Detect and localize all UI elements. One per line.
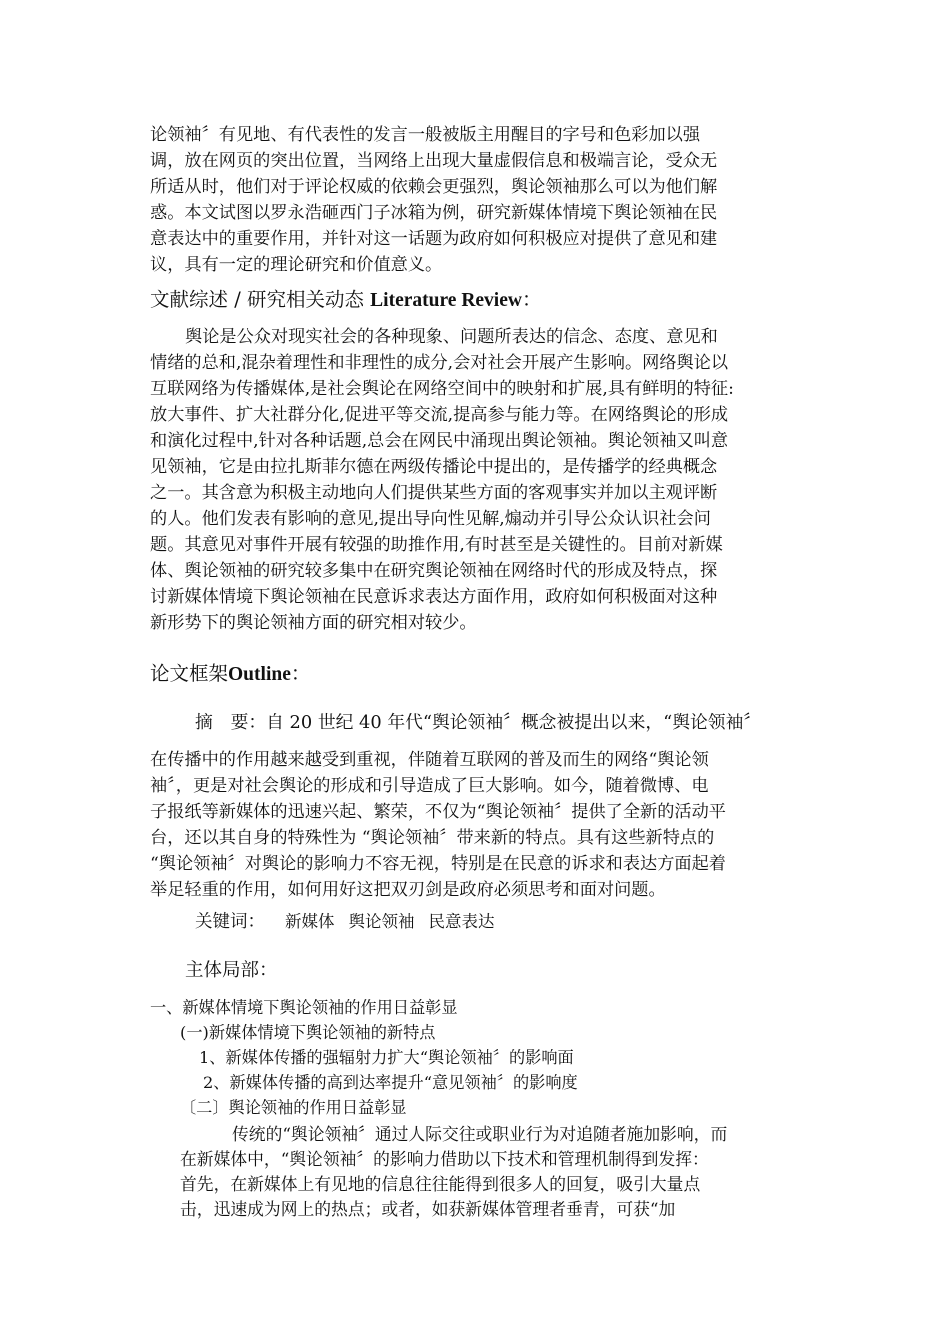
keyword-item: 新媒体: [285, 912, 335, 931]
intro-line: 所适从时，他们对于评论权威的依赖会更强烈，舆论领袖那么可以为他们解: [150, 177, 718, 197]
literature-heading-colon: ：: [521, 288, 542, 311]
literature-line: 新形势下的舆论领袖方面的研究相对较少。: [150, 613, 477, 633]
abstract-line: “舆论领袖〞对舆论的影响力不容无视，特别是在民意的诉求和表达方面起着: [150, 854, 726, 874]
abstract-line: 台，还以其自身的特殊性为 “舆论领袖〞带来新的特点。具有这些新特点的: [150, 828, 715, 848]
outline-item: 一、新媒体情境下舆论领袖的作用日益彰显: [150, 998, 458, 1017]
abstract-line: 子报纸等新媒体的迅速兴起、繁荣，不仅为“舆论领袖〞提供了全新的活动平: [150, 802, 726, 822]
literature-line: 体、舆论领袖的研究较多集中在研究舆论领袖在网络时代的形成及特点，探: [150, 561, 718, 581]
abstract-line: 举足轻重的作用，如何用好这把双刃剑是政府必须思考和面对问题。: [150, 880, 666, 900]
intro-line: 调，放在网页的突出位置，当网络上出现大量虚假信息和极端言论，受众无: [150, 151, 718, 171]
outline-item: 〔二〕舆论领袖的作用日益彰显: [180, 1098, 407, 1117]
literature-heading-en: Literature Review: [370, 290, 522, 311]
literature-line: 见领袖，它是由拉扎斯菲尔德在两级传播论中提出的，是传播学的经典概念: [150, 457, 718, 477]
literature-line: 之一。其含意为积极主动地向人们提供某些方面的客观事实并加以主观评断: [150, 483, 718, 503]
outline-item: 1、新媒体传播的强辐射力扩大“舆论领袖〞的影响面: [199, 1048, 574, 1067]
literature-line: 和演化过程中,针对各种话题,总会在网民中涌现出舆论领袖。舆论领袖又叫意: [150, 431, 729, 451]
intro-line: 惑。本文试图以罗永浩砸西门子冰箱为例，研究新媒体情境下舆论领袖在民: [150, 203, 718, 223]
literature-line: 题。其意见对事件开展有较强的助推作用,有时甚至是关键性的。目前对新媒: [150, 535, 723, 555]
outline-heading: [150, 660, 310, 689]
intro-line: 论领袖〞有见地、有代表性的发言一般被版主用醒目的字号和色彩加以强: [150, 125, 701, 145]
literature-line: 放大事件、扩大社群分化,促进平等交流,提高参与能力等。在网络舆论的形成: [150, 405, 729, 425]
literature-line: 互联网络为传播媒体,是社会舆论在网络空间中的映射和扩展,具有鲜明的特征:: [150, 379, 734, 399]
outline-heading-colon: ：: [290, 662, 311, 685]
outline-item: (一)新媒体情境下舆论领袖的新特点: [180, 1023, 436, 1042]
literature-line: 情绪的总和,混杂着理性和非理性的成分,会对社会开展产生影响。网络舆论以: [150, 353, 729, 373]
literature-line: 的人。他们发表有影响的意见,提出导向性见解,煽动并引导公众认识社会问: [150, 509, 711, 529]
outline-heading-cn: 论文框架: [150, 662, 229, 685]
literature-heading: [150, 286, 541, 315]
keyword-item: 民意表达: [428, 912, 495, 931]
literature-line: 讨新媒体情境下舆论领袖在民意诉求表达方面作用，政府如何积极面对这种: [150, 587, 718, 607]
outline-item: 2、新媒体传播的高到达率提升“意见领袖〞的影响度: [203, 1073, 578, 1092]
outline-heading-en: Outline: [228, 664, 291, 685]
body-section-title: 主体局部：: [185, 960, 278, 981]
intro-line: 议，具有一定的理论研究和价值意义。: [150, 255, 443, 275]
abstract-line: 袖〞，更是对社会舆论的形成和引导造成了巨大影响。如今，随着微博、电: [150, 776, 709, 796]
keywords-row: [195, 909, 495, 935]
body-line: 传统的“舆论领袖〞通过人际交往或职业行为对追随者施加影响，而: [232, 1124, 728, 1144]
body-line: 首先，在新媒体上有见地的信息往往能得到很多人的回复，吸引大量点: [180, 1174, 701, 1194]
body-line: 击，迅速成为网上的热点；或者，如获新媒体管理者垂青，可获“加: [180, 1199, 676, 1219]
literature-line: 舆论是公众对现实社会的各种现象、问题所表达的信念、态度、意见和: [185, 327, 718, 347]
body-line: 在新媒体中，“舆论领袖〞的影响力借助以下技术和管理机制得到发挥：: [180, 1149, 709, 1169]
keyword-item: 舆论领袖: [348, 912, 415, 931]
literature-heading-cn: 文献综述 / 研究相关动态: [150, 288, 371, 311]
keywords-label: 关键词：: [195, 912, 265, 932]
intro-line: 意表达中的重要作用，并针对这一话题为政府如何积极应对提供了意见和建: [150, 229, 718, 249]
abstract-first-line: 摘 要：自 20 世纪 40 年代“舆论领袖〞概念被提出以来，“舆论领袖〞: [195, 712, 762, 733]
abstract-line: 在传播中的作用越来越受到重视，伴随着互联网的普及而生的网络“舆论领: [150, 750, 709, 770]
